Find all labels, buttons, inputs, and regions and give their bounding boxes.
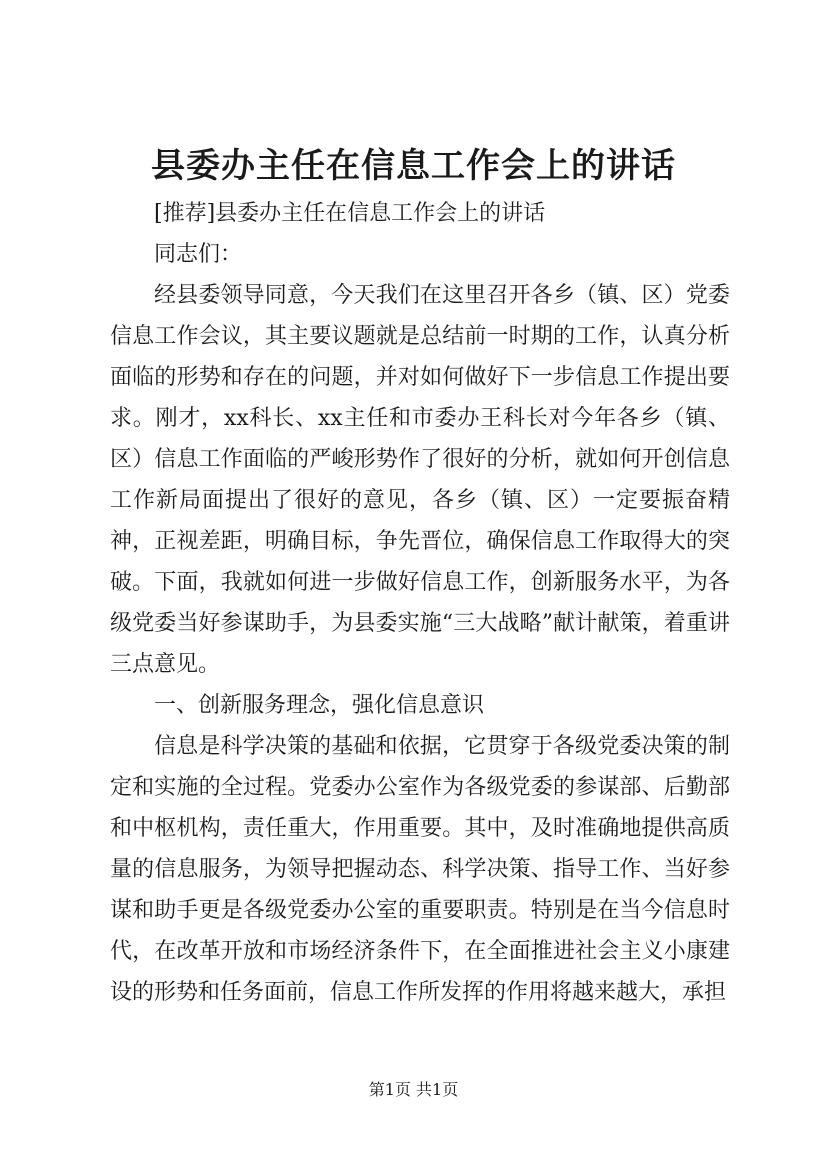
paragraph-intro: 经县委领导同意，今天我们在这里召开各乡（镇、区）党委信息工作会议，其主要议题就是总结前一时期的工作，认真分析面临的形势和存在的问题，并对如何做好下一步信息工作提出要求。刚才，xx科长、xx主任和市委办王科长对今年各乡（镇、区）信息工作面临的严峻形势作了很好的分析，就如何开创信息工作新局面提出了很好的意见，各乡（镇、区）一定要振奋精神，正视差距，明确目标，争先晋位，确保信息工作取得大的突破。下面，我就如何进一步做好信息工作，创新服务水平，为各级党委当好参谋助手，为县委实施“三大战略”献计献策，着重讲三点意见。 [110,283,730,677]
paragraph-section-one: 信息是科学决策的基础和依据，它贯穿于各级党委决策的制定和实施的全过程。党委办公室作为各级党委的参谋部、后勤部和中枢机构，责任重大，作用重要。其中，及时准确地提供高质量的信息服务，为领导把握动态、科学决策、指导工作、当好参谋和助手更是各级党委办公室的重要职责。特别是在当今信息时代，在改革开放和市场经济条件下，在全面推进社会主义小康建设的形势和任务面前，信息工作所发挥的作用将越来越大，承担 [110,734,730,1005]
document-body [110,193,730,1013]
paragraph-subtitle: [推荐]县委办主任在信息工作会上的讲话 [154,201,546,226]
paragraph-salutation: 同志们： [154,242,243,267]
page-footer: 第1页 共1页 [368,1080,459,1099]
document-title: 县委办主任在信息工作会上的讲话 [151,146,676,186]
section-heading: 一、创新服务理念，强化信息意识 [154,693,485,718]
